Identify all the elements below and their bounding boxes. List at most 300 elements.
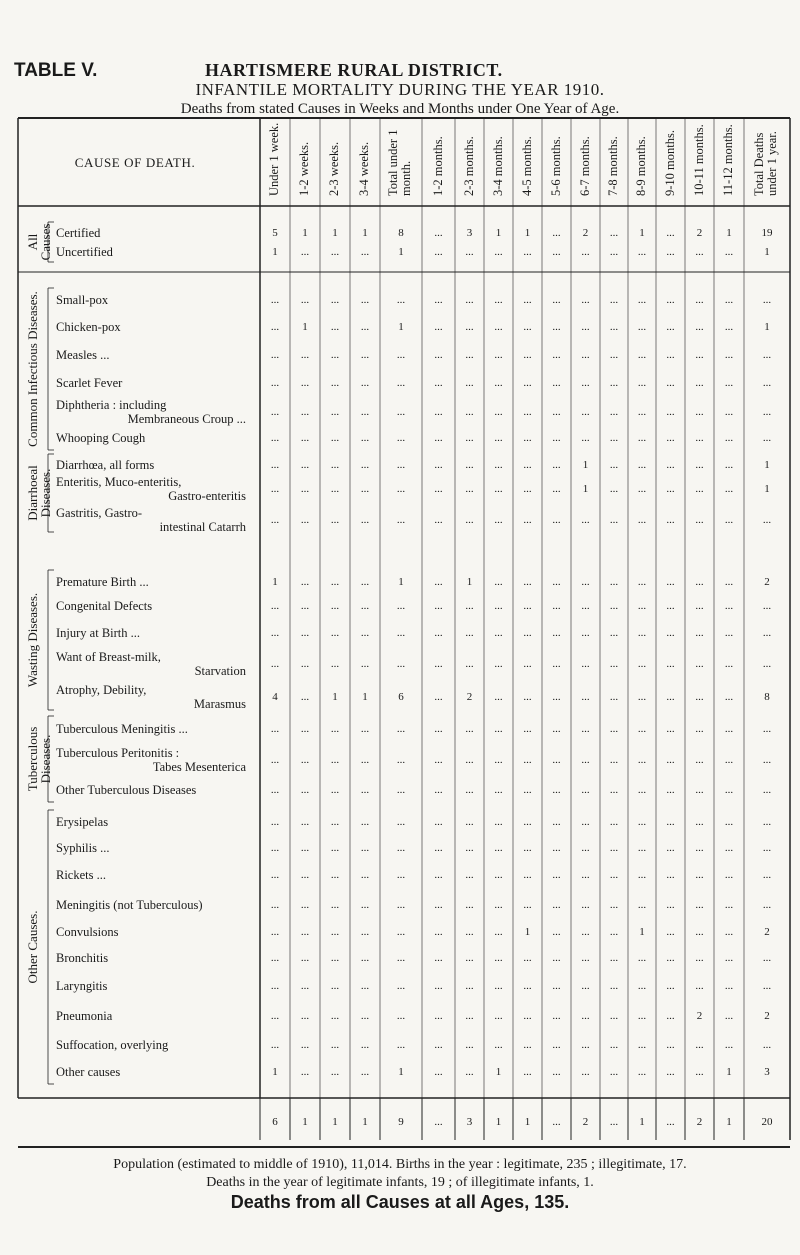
row-label [56, 506, 246, 534]
table-cell: ... [666, 658, 675, 670]
table-cell: ... [465, 723, 474, 735]
table-cell: ... [494, 842, 503, 854]
table-cell: ... [330, 980, 340, 992]
table-cell: ... [270, 459, 280, 471]
row-label: Congenital Defects [56, 599, 153, 613]
table-cell: ... [330, 899, 340, 911]
table-cell: 1 [302, 227, 308, 239]
table-cell: ... [695, 1066, 704, 1078]
table-cell: ... [523, 1066, 532, 1078]
table-cell: ... [494, 246, 503, 258]
table-cell: ... [494, 1010, 503, 1022]
table-cell: ... [360, 321, 370, 333]
table-cell: ... [270, 406, 280, 418]
table-cell: ... [637, 723, 647, 735]
table-cell: ... [552, 980, 561, 992]
table-cell: 1 [726, 1066, 732, 1078]
table-cell: ... [396, 754, 406, 766]
table-cell: ... [637, 514, 647, 526]
table-cell: ... [724, 576, 734, 588]
table-cell: 2 [764, 926, 770, 938]
table-cell: ... [552, 246, 561, 258]
table-cell: ... [360, 952, 370, 964]
table-cell: ... [494, 406, 503, 418]
table-cell: 1 [582, 459, 589, 471]
table-cell: ... [695, 406, 704, 418]
table-cell: ... [552, 816, 561, 828]
table-cell: 2 [696, 227, 703, 239]
table-cell: ... [724, 754, 734, 766]
table-cell: ... [270, 483, 280, 495]
table-cell: ... [724, 1039, 734, 1051]
table-cell: ... [609, 952, 619, 964]
table-cell: ... [434, 483, 443, 495]
table-cell: ... [666, 1010, 675, 1022]
table-cell: ... [666, 842, 675, 854]
table-cell: ... [724, 627, 734, 639]
table-cell: ... [724, 784, 734, 796]
table-cell: ... [270, 600, 280, 612]
table-cell: ... [330, 600, 340, 612]
table-cell: ... [396, 842, 406, 854]
table-cell: 1 [764, 246, 770, 258]
row-label: Rickets ... [56, 868, 106, 882]
table-cell: ... [695, 349, 704, 361]
column-header: Total under 1 month. [386, 129, 413, 196]
table-cell: ... [494, 483, 503, 495]
table-cell: 2 [764, 576, 770, 588]
table-cell: ... [360, 980, 370, 992]
row-label: Syphilis ... [56, 841, 110, 855]
table-cell: ... [581, 842, 590, 854]
group-label: All Causes [25, 223, 53, 261]
row-label: Scarlet Fever [56, 376, 123, 390]
table-cell: ... [360, 514, 370, 526]
table-cell: ... [724, 899, 734, 911]
table-cell: ... [360, 899, 370, 911]
table-cell: ... [552, 952, 561, 964]
table-cell: ... [270, 723, 280, 735]
table-cell: ... [523, 691, 532, 703]
row-label: Small-pox [56, 293, 109, 307]
row-label: Whooping Cough [56, 431, 146, 445]
table-cell: ... [434, 926, 443, 938]
table-cell: 1 [466, 576, 473, 588]
table-cell: ... [494, 952, 503, 964]
table-cell: ... [360, 459, 370, 471]
table-cell: ... [609, 658, 619, 670]
table-cell: ... [724, 321, 734, 333]
table-cell: ... [523, 899, 532, 911]
table-cell: ... [581, 899, 590, 911]
total-cell: ... [434, 1116, 443, 1128]
table-cell: ... [360, 483, 370, 495]
table-cell: ... [494, 321, 503, 333]
table-cell: ... [609, 483, 619, 495]
table-cell: ... [637, 294, 647, 306]
table-cell: ... [552, 842, 561, 854]
table-cell: ... [494, 723, 503, 735]
table-cell: ... [666, 349, 675, 361]
table-cell: ... [724, 816, 734, 828]
table-cell: ... [724, 1010, 734, 1022]
table-cell: ... [396, 432, 406, 444]
table-cell: ... [581, 816, 590, 828]
row-label-line: Want of Breast-milk, [56, 650, 161, 664]
cause-column-header: CAUSE OF DEATH. [74, 155, 196, 170]
table-cell: ... [494, 576, 503, 588]
table-cell: ... [396, 627, 406, 639]
table-cell: ... [360, 377, 370, 389]
table-cell: ... [666, 691, 675, 703]
table-cell: ... [666, 926, 675, 938]
table-cell: ... [666, 723, 675, 735]
row-label [56, 746, 246, 774]
table-cell: ... [523, 459, 532, 471]
table-cell: 1 [398, 576, 404, 588]
table-cell: ... [270, 980, 280, 992]
table-cell: ... [762, 723, 772, 735]
table-cell: 1 [495, 227, 502, 239]
table-cell: ... [762, 816, 772, 828]
table-cell: 5 [272, 227, 278, 239]
table-cell: ... [552, 600, 561, 612]
table-cell: 1 [764, 321, 770, 333]
table-cell: ... [609, 926, 619, 938]
table-cell: ... [762, 754, 772, 766]
table-cell: ... [724, 658, 734, 670]
table-cell: ... [396, 658, 406, 670]
table-cell: ... [523, 321, 532, 333]
table-cell: ... [637, 483, 647, 495]
table-cell: 1 [272, 576, 278, 588]
table-cell: 4 [272, 691, 278, 703]
column-header: 4-5 months. [519, 136, 534, 196]
table-cell: ... [637, 432, 647, 444]
table-cell: ... [330, 576, 340, 588]
page-title: INFANTILE MORTALITY DURING THE YEAR 1910. [195, 80, 605, 99]
table-cell: 1 [639, 926, 645, 938]
table-cell: ... [762, 600, 772, 612]
table-cell: ... [396, 514, 406, 526]
row-label-line: Tuberculous Peritonitis : [56, 746, 180, 760]
table-cell: ... [330, 754, 340, 766]
row-label: Erysipelas [56, 815, 109, 829]
row-label: Uncertified [56, 245, 113, 259]
table-cell: ... [465, 658, 474, 670]
table-cell: ... [465, 980, 474, 992]
table-cell: ... [465, 246, 474, 258]
table-cell: ... [300, 600, 310, 612]
table-cell: 1 [272, 1066, 278, 1078]
table-cell: ... [523, 246, 532, 258]
table-cell: ... [300, 899, 310, 911]
table-cell: ... [360, 869, 370, 881]
table-cell: ... [637, 691, 647, 703]
total-cell: 9 [398, 1116, 404, 1128]
table-cell: ... [523, 869, 532, 881]
table-cell: ... [523, 514, 532, 526]
row-label: Premature Birth ... [56, 575, 149, 589]
table-cell: 1 [764, 459, 770, 471]
table-cell: ... [762, 658, 772, 670]
table-cell: ... [300, 784, 310, 796]
table-cell: 1 [398, 1066, 404, 1078]
table-cell: ... [396, 952, 406, 964]
table-cell: ... [300, 349, 310, 361]
table-cell: ... [695, 321, 704, 333]
table-cell: ... [552, 294, 561, 306]
table-cell: ... [396, 406, 406, 418]
table-cell: ... [609, 980, 619, 992]
row-label-line: Membraneous Croup ... [127, 412, 246, 426]
table-cell: ... [434, 691, 443, 703]
population-note: Population (estimated to middle of 1910), 11,014. Births in the year : legitimate, 235 ; illegitimate, 17. [113, 1157, 687, 1172]
table-cell: ... [270, 1010, 280, 1022]
table-cell: 1 [302, 321, 308, 333]
table-cell: ... [360, 658, 370, 670]
table-cell: ... [330, 926, 340, 938]
table-cell: ... [434, 842, 443, 854]
table-cell: ... [330, 627, 340, 639]
table-cell: ... [360, 294, 370, 306]
table-cell: ... [581, 406, 590, 418]
table-cell: ... [581, 1066, 590, 1078]
row-label: Certified [56, 226, 101, 240]
table-cell: 1 [495, 1066, 502, 1078]
table-cell: ... [581, 952, 590, 964]
table-cell: ... [581, 377, 590, 389]
table-cell: ... [609, 723, 619, 735]
column-header: Under 1 week. [267, 122, 281, 196]
table-cell: ... [465, 459, 474, 471]
table-cell: ... [396, 1010, 406, 1022]
table-cell: ... [330, 723, 340, 735]
table-cell: ... [523, 1010, 532, 1022]
table-cell: ... [695, 869, 704, 881]
table-cell: ... [360, 1010, 370, 1022]
table-cell: ... [695, 377, 704, 389]
table-cell: ... [666, 377, 675, 389]
table-cell: 6 [398, 691, 404, 703]
table-cell: ... [434, 349, 443, 361]
table-cell: ... [695, 627, 704, 639]
table-cell: ... [724, 377, 734, 389]
table-cell: ... [695, 600, 704, 612]
table-cell: 1 [332, 227, 338, 239]
table-cell: ... [609, 784, 619, 796]
table-cell: ... [330, 432, 340, 444]
column-header: Total Deaths under 1 year. [752, 131, 779, 196]
table-cell: ... [465, 869, 474, 881]
row-label: Measles ... [56, 348, 110, 362]
table-cell: ... [523, 1039, 532, 1051]
total-cell: 3 [466, 1116, 473, 1128]
group-label: Tuberculous Diseases. [25, 726, 53, 792]
table-cell: ... [300, 576, 310, 588]
table-cell: ... [637, 952, 647, 964]
table-cell: ... [396, 899, 406, 911]
table-cell: ... [270, 1039, 280, 1051]
table-cell: ... [300, 952, 310, 964]
table-cell: 1 [362, 691, 368, 703]
row-label: Other causes [56, 1065, 121, 1079]
row-label: Suffocation, overlying [56, 1038, 169, 1052]
table-cell: ... [724, 926, 734, 938]
table-cell: ... [666, 816, 675, 828]
table-cell: ... [494, 1039, 503, 1051]
table-cell: ... [300, 246, 310, 258]
table-cell: ... [396, 459, 406, 471]
table-cell: ... [465, 349, 474, 361]
table-cell: ... [666, 321, 675, 333]
table-cell: ... [494, 658, 503, 670]
table-cell: ... [434, 816, 443, 828]
group-label: Common Infectious Diseases. [25, 291, 40, 447]
table-cell: ... [609, 227, 619, 239]
table-cell: 3 [466, 227, 473, 239]
table-cell: ... [552, 459, 561, 471]
row-label: Meningitis (not Tuberculous) [56, 898, 203, 912]
table-cell: ... [609, 600, 619, 612]
table-cell: ... [724, 691, 734, 703]
table-cell: ... [523, 842, 532, 854]
table-cell: ... [695, 952, 704, 964]
table-cell: 2 [764, 1010, 770, 1022]
table-cell: ... [666, 294, 675, 306]
table-cell: ... [609, 1039, 619, 1051]
total-cell: 1 [726, 1116, 732, 1128]
table-cell: ... [666, 514, 675, 526]
table-cell: ... [637, 1039, 647, 1051]
table-cell: ... [270, 349, 280, 361]
table-cell: ... [581, 658, 590, 670]
table-cell: 19 [761, 227, 773, 239]
table-cell: ... [637, 899, 647, 911]
table-cell: ... [552, 377, 561, 389]
table-cell: ... [666, 227, 675, 239]
table-cell: ... [762, 377, 772, 389]
column-header: 3-4 months. [490, 136, 505, 196]
table-cell: ... [523, 349, 532, 361]
total-cell: 1 [302, 1116, 308, 1128]
table-cell: 1 [272, 246, 278, 258]
table-cell: ... [581, 926, 590, 938]
table-cell: ... [695, 899, 704, 911]
table-cell: ... [552, 926, 561, 938]
all-causes-total: Deaths from all Causes at all Ages, 135. [230, 1192, 570, 1212]
table-cell: ... [465, 1039, 474, 1051]
table-cell: ... [396, 600, 406, 612]
table-cell: ... [330, 377, 340, 389]
table-cell: ... [762, 349, 772, 361]
total-cell: 2 [696, 1116, 703, 1128]
table-cell: ... [609, 754, 619, 766]
table-cell: ... [330, 1039, 340, 1051]
table-cell: ... [396, 349, 406, 361]
table-cell: ... [396, 294, 406, 306]
table-cell: ... [724, 600, 734, 612]
table-cell: ... [434, 294, 443, 306]
table-cell: ... [300, 459, 310, 471]
column-header: 1-2 weeks. [297, 141, 311, 196]
table-cell: ... [330, 459, 340, 471]
table-cell: ... [695, 459, 704, 471]
table-cell: ... [552, 754, 561, 766]
table-cell: ... [300, 658, 310, 670]
table-cell: ... [494, 432, 503, 444]
table-cell: ... [724, 459, 734, 471]
table-cell: ... [270, 432, 280, 444]
table-cell: ... [666, 600, 675, 612]
table-cell: ... [666, 1039, 675, 1051]
table-cell: ... [552, 658, 561, 670]
total-cell: 6 [272, 1116, 278, 1128]
table-cell: ... [581, 754, 590, 766]
table-cell: ... [465, 294, 474, 306]
total-cell: ... [609, 1116, 619, 1128]
table-cell: ... [300, 816, 310, 828]
table-cell: ... [552, 691, 561, 703]
table-cell: ... [270, 627, 280, 639]
table-cell: ... [434, 980, 443, 992]
table-cell: ... [465, 952, 474, 964]
table-cell: ... [396, 377, 406, 389]
table-cell: ... [695, 691, 704, 703]
table-cell: 1 [398, 321, 404, 333]
table-cell: ... [465, 514, 474, 526]
table-cell: ... [360, 406, 370, 418]
total-cell: 2 [582, 1116, 589, 1128]
table-cell: ... [637, 321, 647, 333]
row-label-line: intestinal Catarrh [159, 520, 246, 534]
table-cell: ... [434, 723, 443, 735]
table-cell: ... [762, 899, 772, 911]
total-cell: ... [666, 1116, 675, 1128]
total-cell: 1 [332, 1116, 338, 1128]
column-header: 2-3 months. [461, 136, 476, 196]
table-cell: ... [300, 1066, 310, 1078]
table-cell: ... [762, 952, 772, 964]
table-cell: ... [581, 1010, 590, 1022]
table-cell: ... [330, 784, 340, 796]
table-cell: ... [494, 627, 503, 639]
table-cell: ... [434, 869, 443, 881]
table-cell: 1 [332, 691, 338, 703]
table-cell: ... [637, 600, 647, 612]
table-cell: ... [434, 406, 443, 418]
row-label: Laryngitis [56, 979, 108, 993]
table-cell: ... [494, 349, 503, 361]
row-label: Convulsions [56, 925, 119, 939]
table-cell: ... [434, 1010, 443, 1022]
table-cell: 1 [726, 227, 732, 239]
table-cell: ... [360, 576, 370, 588]
table-cell: ... [666, 432, 675, 444]
column-header: 7-8 months. [606, 136, 620, 196]
table-cell: ... [270, 514, 280, 526]
table-cell: ... [609, 576, 619, 588]
table-cell: ... [666, 869, 675, 881]
table-cell: ... [434, 514, 443, 526]
table-cell: ... [494, 926, 503, 938]
table-cell: ... [581, 723, 590, 735]
table-cell: ... [581, 294, 590, 306]
table-cell: ... [724, 406, 734, 418]
table-cell: ... [637, 754, 647, 766]
table-cell: ... [637, 784, 647, 796]
table-cell: ... [695, 658, 704, 670]
